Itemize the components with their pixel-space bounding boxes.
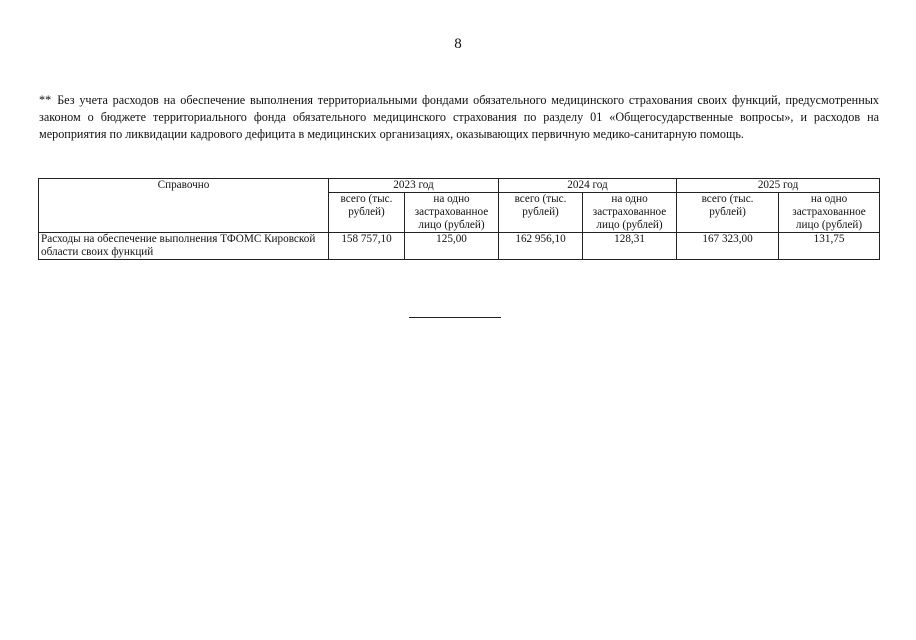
table-header-row-years — [39, 179, 880, 193]
cell-per-person-2024: 128,31 — [583, 233, 677, 260]
table-row — [39, 233, 880, 260]
row-description: Расходы на обеспечение выполнения ТФОМС Кировской области своих функций — [39, 233, 329, 260]
reference-table — [38, 178, 880, 260]
cell-total-2024: 162 956,10 — [499, 233, 583, 260]
header-year-2025: 2025 год — [677, 179, 880, 193]
cell-per-person-2025: 131,75 — [779, 233, 880, 260]
header-per-person-2023: на одно застрахованное лицо (рублей) — [405, 193, 499, 233]
footnote — [39, 92, 879, 143]
footnote-marker: ** — [39, 93, 52, 107]
header-total-2025: всего (тыс. рублей) — [677, 193, 779, 233]
cell-per-person-2023: 125,00 — [405, 233, 499, 260]
cell-total-2023: 158 757,10 — [329, 233, 405, 260]
end-divider-line — [409, 317, 501, 318]
header-year-2023: 2023 год — [329, 179, 499, 193]
header-per-person-2025: на одно застрахованное лицо (рублей) — [779, 193, 880, 233]
footnote-text: Без учета расходов на обеспечение выполнения территориальными фондами обязательного медицинского страхования своих функций, предусмотренных законом о бюджете территориального фонда обязательного медицинского страхования по разделу 01 «Общегосударственные вопросы», и расходов на мероприятия по ликвидации кадрового дефицита в медицинских организациях, оказывающих первичную медико-санитарную помощь. — [39, 93, 879, 141]
page-number: 8 — [454, 36, 462, 52]
cell-total-2025: 167 323,00 — [677, 233, 779, 260]
header-total-2023: всего (тыс. рублей) — [329, 193, 405, 233]
header-reference-label: Справочно — [39, 179, 329, 233]
header-total-2024: всего (тыс. рублей) — [499, 193, 583, 233]
header-year-2024: 2024 год — [499, 179, 677, 193]
header-per-person-2024: на одно застрахованное лицо (рублей) — [583, 193, 677, 233]
